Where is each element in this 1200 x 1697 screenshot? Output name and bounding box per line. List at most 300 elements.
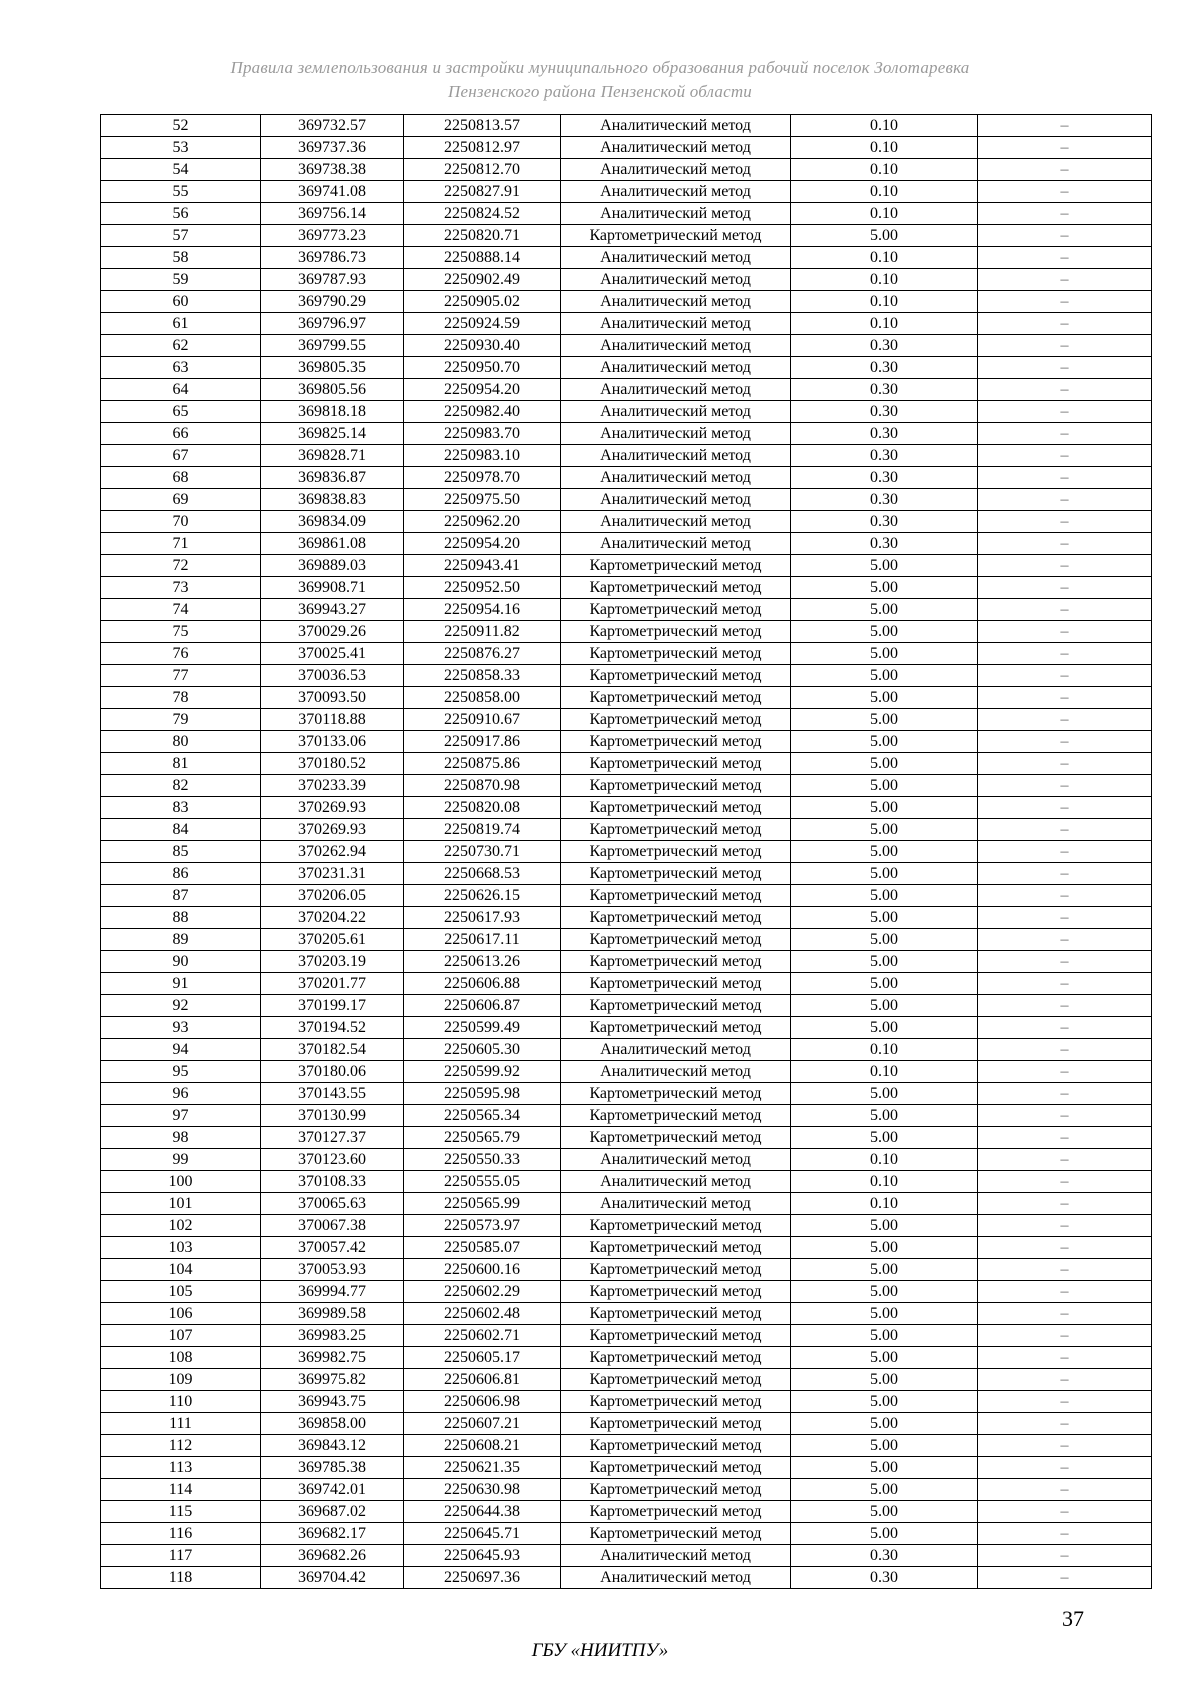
method-cell: Картометрический метод [561, 907, 791, 929]
accuracy-cell: 0.30 [791, 335, 978, 357]
accuracy-cell: 5.00 [791, 819, 978, 841]
table-row [101, 115, 1152, 137]
accuracy-cell: 5.00 [791, 753, 978, 775]
x-coordinate-cell: 370269.93 [261, 819, 404, 841]
point-number-cell: 72 [101, 555, 261, 577]
x-coordinate-cell: 369994.77 [261, 1281, 404, 1303]
method-cell: Картометрический метод [561, 665, 791, 687]
accuracy-cell: 0.30 [791, 467, 978, 489]
method-cell: Картометрический метод [561, 555, 791, 577]
method-cell: Аналитический метод [561, 467, 791, 489]
method-cell: Картометрический метод [561, 1325, 791, 1347]
note-cell: – [978, 1347, 1152, 1369]
accuracy-cell: 0.10 [791, 1171, 978, 1193]
accuracy-cell: 5.00 [791, 1325, 978, 1347]
point-number-cell: 67 [101, 445, 261, 467]
table-row [101, 1061, 1152, 1083]
y-coordinate-cell: 2250608.21 [404, 1435, 561, 1457]
method-cell: Аналитический метод [561, 291, 791, 313]
note-cell: – [978, 1061, 1152, 1083]
note-cell: – [978, 1435, 1152, 1457]
y-coordinate-cell: 2250606.98 [404, 1391, 561, 1413]
method-cell: Аналитический метод [561, 203, 791, 225]
method-cell: Аналитический метод [561, 247, 791, 269]
y-coordinate-cell: 2250910.67 [404, 709, 561, 731]
x-coordinate-cell: 370231.31 [261, 863, 404, 885]
point-number-cell: 52 [101, 115, 261, 137]
table-row [101, 291, 1152, 313]
accuracy-cell: 5.00 [791, 1083, 978, 1105]
method-cell: Картометрический метод [561, 1083, 791, 1105]
x-coordinate-cell: 369687.02 [261, 1501, 404, 1523]
table-row [101, 753, 1152, 775]
table-row [101, 423, 1152, 445]
y-coordinate-cell: 2250605.30 [404, 1039, 561, 1061]
y-coordinate-cell: 2250550.33 [404, 1149, 561, 1171]
note-cell: – [978, 621, 1152, 643]
table-row [101, 621, 1152, 643]
note-cell: – [978, 643, 1152, 665]
point-number-cell: 80 [101, 731, 261, 753]
accuracy-cell: 5.00 [791, 1457, 978, 1479]
y-coordinate-cell: 2250875.86 [404, 753, 561, 775]
note-cell: – [978, 225, 1152, 247]
method-cell: Аналитический метод [561, 335, 791, 357]
x-coordinate-cell: 370130.99 [261, 1105, 404, 1127]
y-coordinate-cell: 2250565.79 [404, 1127, 561, 1149]
table-row [101, 533, 1152, 555]
point-number-cell: 85 [101, 841, 261, 863]
method-cell: Аналитический метод [561, 115, 791, 137]
y-coordinate-cell: 2250600.16 [404, 1259, 561, 1281]
y-coordinate-cell: 2250820.71 [404, 225, 561, 247]
method-cell: Аналитический метод [561, 489, 791, 511]
y-coordinate-cell: 2250565.34 [404, 1105, 561, 1127]
note-cell: – [978, 159, 1152, 181]
accuracy-cell: 5.00 [791, 665, 978, 687]
note-cell: – [978, 445, 1152, 467]
x-coordinate-cell: 370093.50 [261, 687, 404, 709]
note-cell: – [978, 313, 1152, 335]
note-cell: – [978, 1413, 1152, 1435]
table-row [101, 1039, 1152, 1061]
x-coordinate-cell: 369975.82 [261, 1369, 404, 1391]
x-coordinate-cell: 369682.17 [261, 1523, 404, 1545]
table-row [101, 577, 1152, 599]
method-cell: Картометрический метод [561, 621, 791, 643]
page-footer: ГБУ «НИИТПУ» [531, 1640, 669, 1661]
point-number-cell: 59 [101, 269, 261, 291]
x-coordinate-cell: 369825.14 [261, 423, 404, 445]
note-cell: – [978, 1215, 1152, 1237]
y-coordinate-cell: 2250954.20 [404, 533, 561, 555]
method-cell: Картометрический метод [561, 995, 791, 1017]
method-cell: Картометрический метод [561, 1369, 791, 1391]
method-cell: Аналитический метод [561, 269, 791, 291]
x-coordinate-cell: 370057.42 [261, 1237, 404, 1259]
x-coordinate-cell: 369738.38 [261, 159, 404, 181]
method-cell: Картометрический метод [561, 775, 791, 797]
x-coordinate-cell: 370123.60 [261, 1149, 404, 1171]
table-row [101, 247, 1152, 269]
method-cell: Картометрический метод [561, 1259, 791, 1281]
point-number-cell: 92 [101, 995, 261, 1017]
table-row [101, 445, 1152, 467]
x-coordinate-cell: 370053.93 [261, 1259, 404, 1281]
accuracy-cell: 0.10 [791, 1193, 978, 1215]
note-cell: – [978, 1105, 1152, 1127]
method-cell: Картометрический метод [561, 1413, 791, 1435]
x-coordinate-cell: 369787.93 [261, 269, 404, 291]
method-cell: Аналитический метод [561, 1149, 791, 1171]
y-coordinate-cell: 2250599.49 [404, 1017, 561, 1039]
point-number-cell: 114 [101, 1479, 261, 1501]
table-row [101, 1017, 1152, 1039]
accuracy-cell: 0.10 [791, 1039, 978, 1061]
table-row [101, 599, 1152, 621]
note-cell: – [978, 291, 1152, 313]
table-row [101, 1325, 1152, 1347]
note-cell: – [978, 929, 1152, 951]
method-cell: Картометрический метод [561, 863, 791, 885]
note-cell: – [978, 1039, 1152, 1061]
point-number-cell: 75 [101, 621, 261, 643]
point-number-cell: 109 [101, 1369, 261, 1391]
note-cell: – [978, 599, 1152, 621]
method-cell: Картометрический метод [561, 929, 791, 951]
method-cell: Аналитический метод [561, 1545, 791, 1567]
accuracy-cell: 5.00 [791, 775, 978, 797]
y-coordinate-cell: 2250621.35 [404, 1457, 561, 1479]
point-number-cell: 70 [101, 511, 261, 533]
method-cell: Аналитический метод [561, 445, 791, 467]
accuracy-cell: 5.00 [791, 995, 978, 1017]
y-coordinate-cell: 2250645.71 [404, 1523, 561, 1545]
y-coordinate-cell: 2250917.86 [404, 731, 561, 753]
x-coordinate-cell: 370067.38 [261, 1215, 404, 1237]
y-coordinate-cell: 2250870.98 [404, 775, 561, 797]
y-coordinate-cell: 2250565.99 [404, 1193, 561, 1215]
accuracy-cell: 5.00 [791, 797, 978, 819]
point-number-cell: 56 [101, 203, 261, 225]
y-coordinate-cell: 2250819.74 [404, 819, 561, 841]
accuracy-cell: 5.00 [791, 1369, 978, 1391]
note-cell: – [978, 797, 1152, 819]
table-row [101, 643, 1152, 665]
note-cell: – [978, 1545, 1152, 1567]
coordinates-table-container [100, 114, 1151, 1589]
x-coordinate-cell: 369838.83 [261, 489, 404, 511]
method-cell: Картометрический метод [561, 951, 791, 973]
table-row [101, 335, 1152, 357]
x-coordinate-cell: 370262.94 [261, 841, 404, 863]
point-number-cell: 64 [101, 379, 261, 401]
note-cell: – [978, 885, 1152, 907]
table-row [101, 709, 1152, 731]
note-cell: – [978, 1303, 1152, 1325]
y-coordinate-cell: 2250668.53 [404, 863, 561, 885]
note-cell: – [978, 1457, 1152, 1479]
table-row [101, 511, 1152, 533]
table-row [101, 841, 1152, 863]
y-coordinate-cell: 2250812.97 [404, 137, 561, 159]
y-coordinate-cell: 2250911.82 [404, 621, 561, 643]
accuracy-cell: 5.00 [791, 1105, 978, 1127]
accuracy-cell: 0.30 [791, 445, 978, 467]
point-number-cell: 113 [101, 1457, 261, 1479]
y-coordinate-cell: 2250606.81 [404, 1369, 561, 1391]
point-number-cell: 90 [101, 951, 261, 973]
x-coordinate-cell: 370025.41 [261, 643, 404, 665]
accuracy-cell: 5.00 [791, 1259, 978, 1281]
note-cell: – [978, 379, 1152, 401]
point-number-cell: 93 [101, 1017, 261, 1039]
x-coordinate-cell: 369805.56 [261, 379, 404, 401]
method-cell: Аналитический метод [561, 1039, 791, 1061]
table-row [101, 225, 1152, 247]
accuracy-cell: 0.30 [791, 1567, 978, 1589]
note-cell: – [978, 1149, 1152, 1171]
point-number-cell: 91 [101, 973, 261, 995]
accuracy-cell: 5.00 [791, 1303, 978, 1325]
point-number-cell: 65 [101, 401, 261, 423]
table-row [101, 159, 1152, 181]
y-coordinate-cell: 2250902.49 [404, 269, 561, 291]
point-number-cell: 60 [101, 291, 261, 313]
y-coordinate-cell: 2250613.26 [404, 951, 561, 973]
method-cell: Аналитический метод [561, 1567, 791, 1589]
y-coordinate-cell: 2250602.29 [404, 1281, 561, 1303]
method-cell: Картометрический метод [561, 1501, 791, 1523]
page-number: 37 [1062, 1606, 1084, 1631]
table-row [101, 951, 1152, 973]
note-cell: – [978, 357, 1152, 379]
method-cell: Картометрический метод [561, 709, 791, 731]
x-coordinate-cell: 369682.26 [261, 1545, 404, 1567]
point-number-cell: 86 [101, 863, 261, 885]
note-cell: – [978, 1391, 1152, 1413]
y-coordinate-cell: 2250585.07 [404, 1237, 561, 1259]
point-number-cell: 100 [101, 1171, 261, 1193]
point-number-cell: 77 [101, 665, 261, 687]
table-row [101, 555, 1152, 577]
method-cell: Картометрический метод [561, 1523, 791, 1545]
table-row [101, 1501, 1152, 1523]
table-row [101, 1457, 1152, 1479]
y-coordinate-cell: 2250630.98 [404, 1479, 561, 1501]
note-cell: – [978, 1193, 1152, 1215]
table-row [101, 1259, 1152, 1281]
x-coordinate-cell: 370118.88 [261, 709, 404, 731]
point-number-cell: 117 [101, 1545, 261, 1567]
point-number-cell: 71 [101, 533, 261, 555]
table-row [101, 819, 1152, 841]
accuracy-cell: 0.30 [791, 423, 978, 445]
note-cell: – [978, 665, 1152, 687]
table-row [101, 885, 1152, 907]
x-coordinate-cell: 369983.25 [261, 1325, 404, 1347]
x-coordinate-cell: 370029.26 [261, 621, 404, 643]
table-row [101, 1369, 1152, 1391]
note-cell: – [978, 203, 1152, 225]
table-row [101, 907, 1152, 929]
point-number-cell: 62 [101, 335, 261, 357]
note-cell: – [978, 1501, 1152, 1523]
y-coordinate-cell: 2250813.57 [404, 115, 561, 137]
note-cell: – [978, 1237, 1152, 1259]
method-cell: Аналитический метод [561, 511, 791, 533]
point-number-cell: 76 [101, 643, 261, 665]
table-row [101, 1391, 1152, 1413]
table-row [101, 863, 1152, 885]
point-number-cell: 63 [101, 357, 261, 379]
accuracy-cell: 5.00 [791, 1017, 978, 1039]
note-cell: – [978, 1017, 1152, 1039]
point-number-cell: 58 [101, 247, 261, 269]
y-coordinate-cell: 2250950.70 [404, 357, 561, 379]
accuracy-cell: 5.00 [791, 907, 978, 929]
method-cell: Аналитический метод [561, 379, 791, 401]
accuracy-cell: 0.10 [791, 269, 978, 291]
y-coordinate-cell: 2250602.71 [404, 1325, 561, 1347]
accuracy-cell: 5.00 [791, 731, 978, 753]
x-coordinate-cell: 370233.39 [261, 775, 404, 797]
method-cell: Аналитический метод [561, 423, 791, 445]
accuracy-cell: 0.30 [791, 379, 978, 401]
note-cell: – [978, 335, 1152, 357]
y-coordinate-cell: 2250978.70 [404, 467, 561, 489]
point-number-cell: 110 [101, 1391, 261, 1413]
point-number-cell: 81 [101, 753, 261, 775]
method-cell: Картометрический метод [561, 797, 791, 819]
point-number-cell: 115 [101, 1501, 261, 1523]
note-cell: – [978, 1171, 1152, 1193]
x-coordinate-cell: 370182.54 [261, 1039, 404, 1061]
x-coordinate-cell: 369818.18 [261, 401, 404, 423]
point-number-cell: 102 [101, 1215, 261, 1237]
y-coordinate-cell: 2250555.05 [404, 1171, 561, 1193]
point-number-cell: 104 [101, 1259, 261, 1281]
y-coordinate-cell: 2250617.11 [404, 929, 561, 951]
method-cell: Картометрический метод [561, 885, 791, 907]
x-coordinate-cell: 370108.33 [261, 1171, 404, 1193]
accuracy-cell: 5.00 [791, 1347, 978, 1369]
accuracy-cell: 5.00 [791, 929, 978, 951]
point-number-cell: 106 [101, 1303, 261, 1325]
accuracy-cell: 0.30 [791, 357, 978, 379]
accuracy-cell: 5.00 [791, 841, 978, 863]
table-row [101, 1347, 1152, 1369]
y-coordinate-cell: 2250827.91 [404, 181, 561, 203]
table-row [101, 379, 1152, 401]
method-cell: Аналитический метод [561, 533, 791, 555]
table-row [101, 357, 1152, 379]
y-coordinate-cell: 2250983.70 [404, 423, 561, 445]
table-row [101, 313, 1152, 335]
x-coordinate-cell: 369756.14 [261, 203, 404, 225]
y-coordinate-cell: 2250983.10 [404, 445, 561, 467]
y-coordinate-cell: 2250644.38 [404, 1501, 561, 1523]
method-cell: Картометрический метод [561, 1303, 791, 1325]
method-cell: Картометрический метод [561, 643, 791, 665]
table-row [101, 137, 1152, 159]
y-coordinate-cell: 2250573.97 [404, 1215, 561, 1237]
accuracy-cell: 0.10 [791, 137, 978, 159]
note-cell: – [978, 731, 1152, 753]
y-coordinate-cell: 2250876.27 [404, 643, 561, 665]
note-cell: – [978, 1127, 1152, 1149]
accuracy-cell: 5.00 [791, 1413, 978, 1435]
point-number-cell: 57 [101, 225, 261, 247]
note-cell: – [978, 181, 1152, 203]
y-coordinate-cell: 2250820.08 [404, 797, 561, 819]
x-coordinate-cell: 369982.75 [261, 1347, 404, 1369]
method-cell: Аналитический метод [561, 1193, 791, 1215]
table-row [101, 489, 1152, 511]
point-number-cell: 66 [101, 423, 261, 445]
method-cell: Картометрический метод [561, 841, 791, 863]
point-number-cell: 83 [101, 797, 261, 819]
note-cell: – [978, 1083, 1152, 1105]
note-cell: – [978, 775, 1152, 797]
x-coordinate-cell: 369836.87 [261, 467, 404, 489]
y-coordinate-cell: 2250858.00 [404, 687, 561, 709]
table-row [101, 995, 1152, 1017]
accuracy-cell: 5.00 [791, 687, 978, 709]
y-coordinate-cell: 2250626.15 [404, 885, 561, 907]
method-cell: Картометрический метод [561, 1237, 791, 1259]
point-number-cell: 118 [101, 1567, 261, 1589]
table-row [101, 973, 1152, 995]
x-coordinate-cell: 369799.55 [261, 335, 404, 357]
method-cell: Картометрический метод [561, 731, 791, 753]
accuracy-cell: 0.10 [791, 291, 978, 313]
y-coordinate-cell: 2250924.59 [404, 313, 561, 335]
x-coordinate-cell: 370180.52 [261, 753, 404, 775]
x-coordinate-cell: 370194.52 [261, 1017, 404, 1039]
point-number-cell: 98 [101, 1127, 261, 1149]
x-coordinate-cell: 369943.75 [261, 1391, 404, 1413]
method-cell: Картометрический метод [561, 599, 791, 621]
x-coordinate-cell: 369786.73 [261, 247, 404, 269]
note-cell: – [978, 1479, 1152, 1501]
note-cell: – [978, 1325, 1152, 1347]
x-coordinate-cell: 369732.57 [261, 115, 404, 137]
point-number-cell: 87 [101, 885, 261, 907]
accuracy-cell: 0.10 [791, 159, 978, 181]
accuracy-cell: 5.00 [791, 1127, 978, 1149]
point-number-cell: 53 [101, 137, 261, 159]
table-row [101, 1127, 1152, 1149]
note-cell: – [978, 1567, 1152, 1589]
method-cell: Картометрический метод [561, 1215, 791, 1237]
table-row [101, 731, 1152, 753]
note-cell: – [978, 247, 1152, 269]
x-coordinate-cell: 370203.19 [261, 951, 404, 973]
y-coordinate-cell: 2250606.87 [404, 995, 561, 1017]
y-coordinate-cell: 2250605.17 [404, 1347, 561, 1369]
note-cell: – [978, 863, 1152, 885]
y-coordinate-cell: 2250930.40 [404, 335, 561, 357]
accuracy-cell: 5.00 [791, 577, 978, 599]
coordinates-table-body [101, 115, 1152, 1589]
x-coordinate-cell: 369908.71 [261, 577, 404, 599]
method-cell: Картометрический метод [561, 1435, 791, 1457]
note-cell: – [978, 973, 1152, 995]
note-cell: – [978, 709, 1152, 731]
method-cell: Аналитический метод [561, 1171, 791, 1193]
method-cell: Картометрический метод [561, 1391, 791, 1413]
